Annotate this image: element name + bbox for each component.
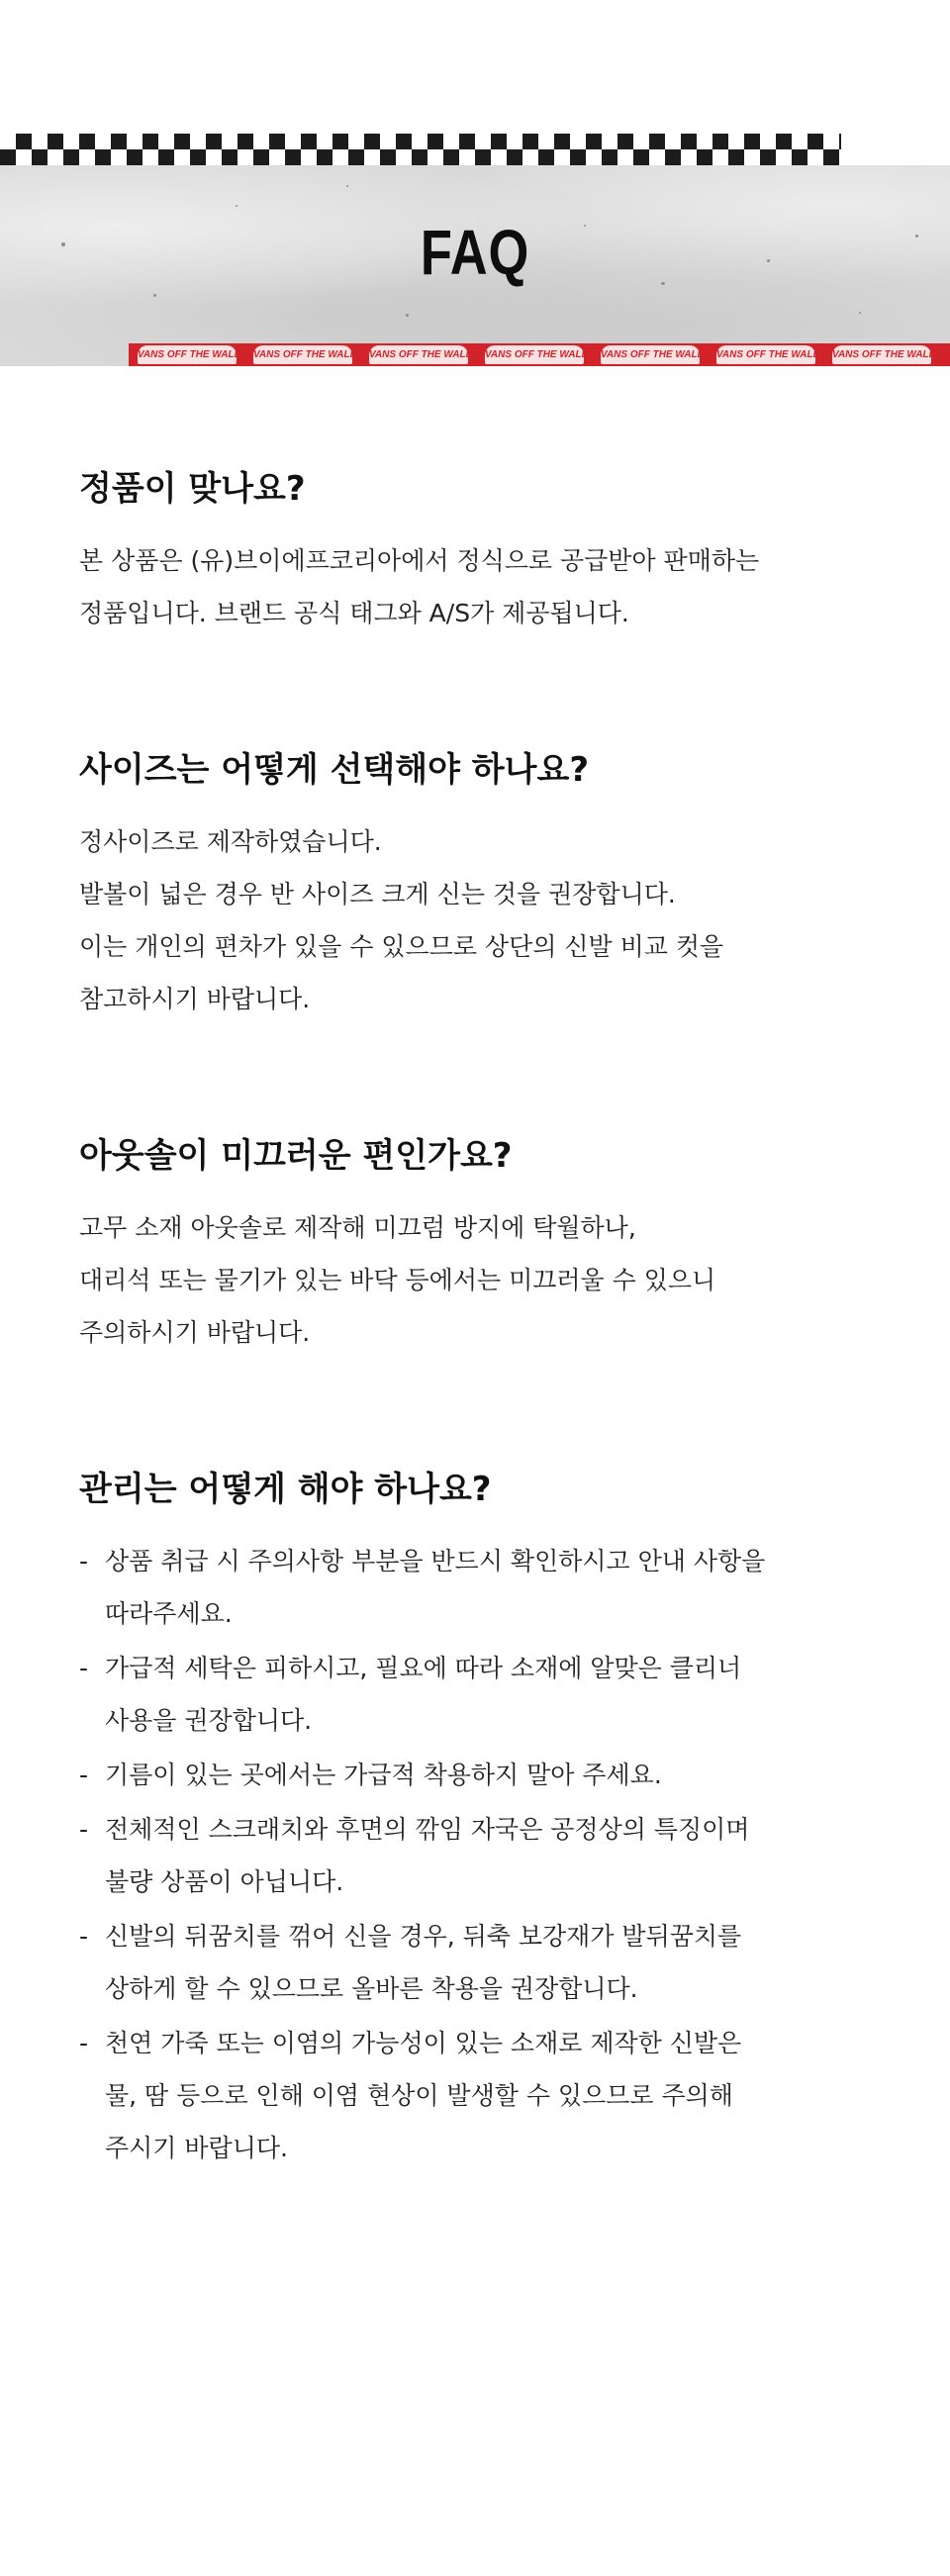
bullet-line: 신발의 뒤꿈치를 꺾어 신을 경우, 뒤축 보강재가 발뒤꿈치를 bbox=[105, 1922, 742, 1951]
vans-logo: VANS OFF THE WALL bbox=[716, 345, 815, 364]
care-bullet bbox=[79, 1910, 891, 2015]
bullet-line: 상품 취급 시 주의사항 부분을 반드시 확인하시고 안내 사항을 bbox=[105, 1547, 766, 1575]
dash-marker: - bbox=[79, 1815, 89, 1844]
care-bullet bbox=[79, 1535, 891, 1640]
care-bullet-list bbox=[79, 1535, 891, 2174]
faq-item-authenticity bbox=[79, 465, 891, 639]
dash-marker: - bbox=[79, 2029, 89, 2057]
care-bullet bbox=[79, 1803, 891, 1908]
page-title: FAQ bbox=[420, 217, 530, 288]
faq-question: 정품이 맞나요? bbox=[79, 469, 306, 509]
bullet-line: 물, 땀 등으로 인해 이염 현상이 발생할 수 있으므로 주의해 bbox=[105, 2081, 733, 2110]
vans-logo: VANS OFF THE WALL bbox=[832, 345, 931, 364]
dash-marker: - bbox=[79, 1654, 89, 1682]
care-bullet bbox=[79, 1642, 891, 1747]
faq-answer-line: 발볼이 넓은 경우 반 사이즈 크게 신는 것을 권장합니다. bbox=[79, 880, 676, 908]
faq-item-care bbox=[79, 1466, 891, 2174]
bullet-line: 주시기 바랍니다. bbox=[105, 2134, 288, 2162]
faq-question: 관리는 어떻게 해야 하나요? bbox=[79, 1470, 492, 1509]
bullet-line: 천연 가죽 또는 이염의 가능성이 있는 소재로 제작한 신발은 bbox=[105, 2029, 742, 2057]
vans-logo: VANS OFF THE WALL bbox=[485, 345, 584, 364]
care-bullet bbox=[79, 1749, 891, 1801]
faq-list bbox=[79, 465, 891, 2281]
bullet-line: 기름이 있는 곳에서는 가급적 착용하지 말아 주세요. bbox=[105, 1761, 662, 1789]
faq-item-outsole bbox=[79, 1132, 891, 1359]
bullet-line: 전체적인 스크래치와 후면의 깎임 자국은 공정상의 특징이며 bbox=[105, 1815, 750, 1844]
faq-answer-line: 대리석 또는 물기가 있는 바닥 등에서는 미끄러울 수 있으니 bbox=[79, 1266, 716, 1294]
vans-logo: VANS OFF THE WALL bbox=[138, 345, 237, 364]
checkerboard-strip bbox=[0, 134, 841, 165]
bullet-line: 따라주세요. bbox=[105, 1599, 233, 1628]
bullet-line: 가급적 세탁은 피하시고, 필요에 따라 소재에 알맞은 클리너 bbox=[105, 1654, 742, 1682]
faq-answer-line: 주의하시기 바랍니다. bbox=[79, 1318, 311, 1347]
faq-answer-line: 정품입니다. 브랜드 공식 태그와 A/S가 제공됩니다. bbox=[79, 599, 629, 627]
vans-logo: VANS OFF THE WALL bbox=[601, 345, 700, 364]
faq-answer-line: 정사이즈로 제작하였습니다. bbox=[79, 827, 382, 856]
dash-marker: - bbox=[79, 1761, 89, 1789]
faq-answer-line: 고무 소재 아웃솔로 제작해 미끄럼 방지에 탁월하나, bbox=[79, 1213, 636, 1242]
faq-answer-line: 이는 개인의 편차가 있을 수 있으므로 상단의 신발 비교 컷을 bbox=[79, 932, 724, 961]
dash-marker: - bbox=[79, 1547, 89, 1575]
bullet-line: 불량 상품이 아닙니다. bbox=[105, 1867, 344, 1896]
bullet-line: 상하게 할 수 있으므로 올바른 착용을 권장합니다. bbox=[105, 1974, 638, 2003]
vans-logo-stripe bbox=[129, 343, 950, 366]
faq-answer-line: 참고하시기 바랍니다. bbox=[79, 985, 311, 1013]
vans-logo: VANS OFF THE WALL bbox=[369, 345, 468, 364]
bullet-line: 사용을 권장합니다. bbox=[105, 1706, 313, 1735]
faq-answer-line: 본 상품은 (유)브이에프코리아에서 정식으로 공급받아 판매하는 bbox=[79, 546, 760, 575]
vans-logo: VANS OFF THE WALL bbox=[253, 345, 352, 364]
header-banner bbox=[0, 0, 950, 366]
faq-question: 아웃솔이 미끄러운 편인가요? bbox=[79, 1136, 513, 1176]
faq-item-size bbox=[79, 746, 891, 1025]
care-bullet bbox=[79, 2017, 891, 2174]
dash-marker: - bbox=[79, 1922, 89, 1951]
faq-question: 사이즈는 어떻게 선택해야 하나요? bbox=[79, 750, 590, 790]
